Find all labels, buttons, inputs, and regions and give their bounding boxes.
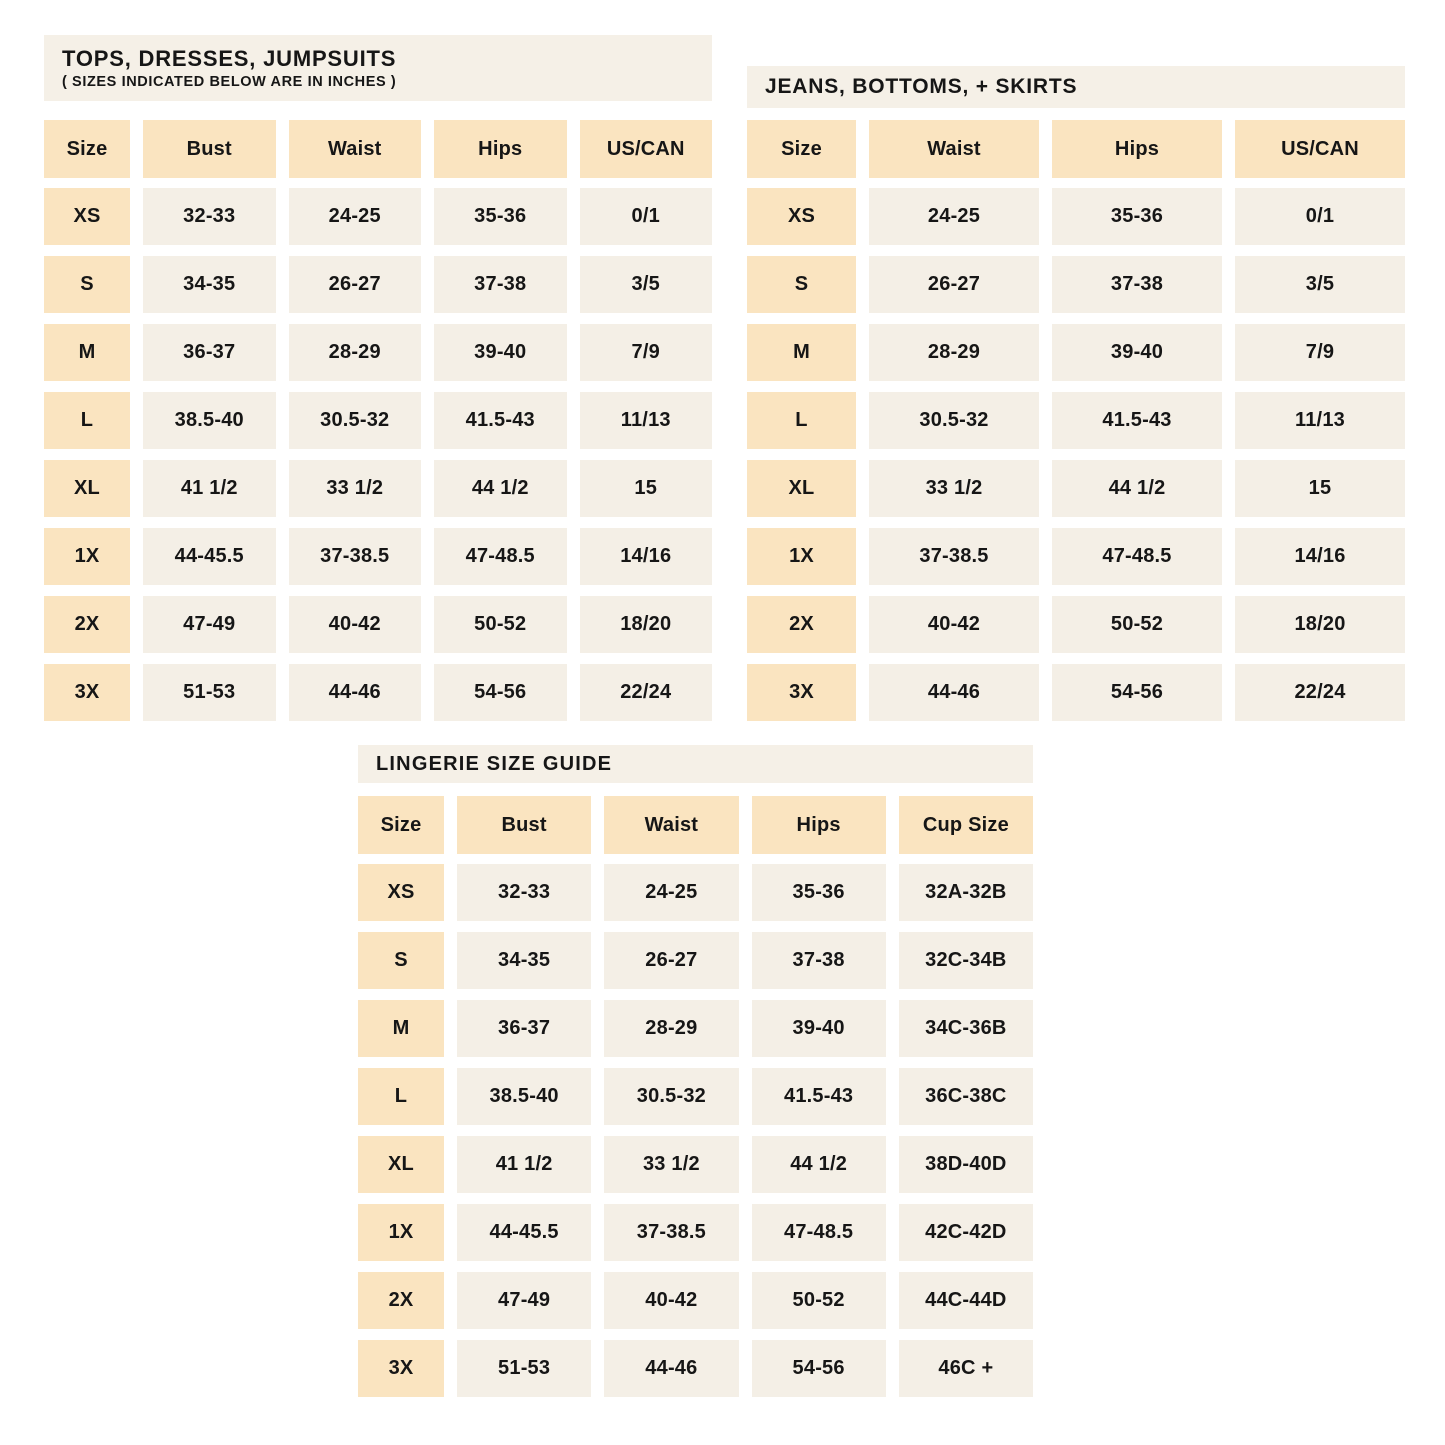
column-header-cup-size: Cup Size: [899, 796, 1033, 854]
size-label-cell-xl: XL: [358, 1136, 444, 1193]
measurement-cell: 32A-32B: [899, 864, 1033, 921]
lingerie-size-table: [358, 796, 1033, 1397]
measurement-cell: 0/1: [1235, 188, 1405, 245]
measurement-cell: 38D-40D: [899, 1136, 1033, 1193]
size-label-cell-1x: 1X: [747, 528, 856, 585]
size-label-cell-xs: XS: [44, 188, 130, 245]
tops-title-band: [44, 35, 712, 101]
measurement-cell: 39-40: [1052, 324, 1222, 381]
measurement-cell: 33 1/2: [604, 1136, 738, 1193]
measurement-cell: 15: [1235, 460, 1405, 517]
measurement-cell: 47-48.5: [752, 1204, 886, 1261]
measurement-cell: 30.5-32: [604, 1068, 738, 1125]
size-label-cell-s: S: [747, 256, 856, 313]
size-label-cell-1x: 1X: [44, 528, 130, 585]
measurement-cell: 11/13: [580, 392, 713, 449]
column-header-hips: Hips: [1052, 120, 1222, 178]
measurement-cell: 47-49: [457, 1272, 591, 1329]
measurement-cell: 41.5-43: [434, 392, 567, 449]
measurement-cell: 32-33: [143, 188, 276, 245]
measurement-cell: 34C-36B: [899, 1000, 1033, 1057]
column-header-us-can: US/CAN: [1235, 120, 1405, 178]
measurement-cell: 3/5: [580, 256, 713, 313]
measurement-cell: 47-48.5: [434, 528, 567, 585]
measurement-cell: 37-38: [1052, 256, 1222, 313]
measurement-cell: 37-38: [434, 256, 567, 313]
size-label-cell-s: S: [44, 256, 130, 313]
measurement-cell: 40-42: [604, 1272, 738, 1329]
measurement-cell: 11/13: [1235, 392, 1405, 449]
measurement-cell: 38.5-40: [457, 1068, 591, 1125]
measurement-cell: 41 1/2: [143, 460, 276, 517]
measurement-cell: 36-37: [457, 1000, 591, 1057]
bottoms-title: JEANS, BOTTOMS, + SKIRTS: [765, 74, 1078, 98]
measurement-cell: 28-29: [289, 324, 422, 381]
measurement-cell: 34-35: [457, 932, 591, 989]
measurement-cell: 41.5-43: [1052, 392, 1222, 449]
size-label-cell-xl: XL: [44, 460, 130, 517]
measurement-cell: 26-27: [604, 932, 738, 989]
column-header-bust: Bust: [457, 796, 591, 854]
column-header-size: Size: [358, 796, 444, 854]
measurement-cell: 41 1/2: [457, 1136, 591, 1193]
column-header-size: Size: [44, 120, 130, 178]
column-header-hips: Hips: [752, 796, 886, 854]
measurement-cell: 50-52: [1052, 596, 1222, 653]
size-label-cell-1x: 1X: [358, 1204, 444, 1261]
measurement-cell: 40-42: [869, 596, 1039, 653]
column-header-size: Size: [747, 120, 856, 178]
bottoms-title-band: [747, 66, 1405, 108]
measurement-cell: 41.5-43: [752, 1068, 886, 1125]
column-header-waist: Waist: [604, 796, 738, 854]
measurement-cell: 28-29: [869, 324, 1039, 381]
measurement-cell: 32C-34B: [899, 932, 1033, 989]
measurement-cell: 44-46: [604, 1340, 738, 1397]
measurement-cell: 26-27: [869, 256, 1039, 313]
size-label-cell-m: M: [358, 1000, 444, 1057]
measurement-cell: 18/20: [580, 596, 713, 653]
measurement-cell: 24-25: [604, 864, 738, 921]
measurement-cell: 42C-42D: [899, 1204, 1033, 1261]
measurement-cell: 44-45.5: [143, 528, 276, 585]
column-header-bust: Bust: [143, 120, 276, 178]
measurement-cell: 50-52: [434, 596, 567, 653]
size-label-cell-2x: 2X: [44, 596, 130, 653]
measurement-cell: 44 1/2: [752, 1136, 886, 1193]
jeans-bottoms-skirts-section: [747, 66, 1405, 721]
measurement-cell: 7/9: [1235, 324, 1405, 381]
column-header-us-can: US/CAN: [580, 120, 713, 178]
measurement-cell: 35-36: [1052, 188, 1222, 245]
measurement-cell: 51-53: [457, 1340, 591, 1397]
measurement-cell: 44-46: [869, 664, 1039, 721]
measurement-cell: 22/24: [580, 664, 713, 721]
size-label-cell-xl: XL: [747, 460, 856, 517]
measurement-cell: 39-40: [434, 324, 567, 381]
measurement-cell: 36C-38C: [899, 1068, 1033, 1125]
measurement-cell: 34-35: [143, 256, 276, 313]
measurement-cell: 24-25: [289, 188, 422, 245]
measurement-cell: 44-46: [289, 664, 422, 721]
size-label-cell-l: L: [747, 392, 856, 449]
lingerie-title-band: [358, 745, 1033, 783]
lingerie-title: LINGERIE SIZE GUIDE: [376, 752, 613, 775]
measurement-cell: 40-42: [289, 596, 422, 653]
size-label-cell-3x: 3X: [358, 1340, 444, 1397]
measurement-cell: 54-56: [752, 1340, 886, 1397]
size-label-cell-2x: 2X: [358, 1272, 444, 1329]
measurement-cell: 7/9: [580, 324, 713, 381]
size-label-cell-3x: 3X: [747, 664, 856, 721]
measurement-cell: 44 1/2: [434, 460, 567, 517]
size-label-cell-xs: XS: [747, 188, 856, 245]
measurement-cell: 14/16: [580, 528, 713, 585]
column-header-hips: Hips: [434, 120, 567, 178]
measurement-cell: 33 1/2: [869, 460, 1039, 517]
measurement-cell: 14/16: [1235, 528, 1405, 585]
measurement-cell: 0/1: [580, 188, 713, 245]
measurement-cell: 33 1/2: [289, 460, 422, 517]
measurement-cell: 54-56: [1052, 664, 1222, 721]
measurement-cell: 22/24: [1235, 664, 1405, 721]
column-header-waist: Waist: [289, 120, 422, 178]
measurement-cell: 50-52: [752, 1272, 886, 1329]
size-label-cell-xs: XS: [358, 864, 444, 921]
measurement-cell: 35-36: [752, 864, 886, 921]
measurement-cell: 37-38.5: [289, 528, 422, 585]
bottoms-size-table: [747, 120, 1405, 721]
measurement-cell: 30.5-32: [289, 392, 422, 449]
size-label-cell-m: M: [44, 324, 130, 381]
measurement-cell: 26-27: [289, 256, 422, 313]
measurement-cell: 35-36: [434, 188, 567, 245]
size-label-cell-l: L: [44, 392, 130, 449]
measurement-cell: 28-29: [604, 1000, 738, 1057]
measurement-cell: 30.5-32: [869, 392, 1039, 449]
measurement-cell: 46C +: [899, 1340, 1033, 1397]
tops-subtitle: ( SIZES INDICATED BELOW ARE IN INCHES ): [62, 73, 397, 90]
lingerie-size-guide-section: [358, 745, 1033, 1397]
measurement-cell: 44-45.5: [457, 1204, 591, 1261]
measurement-cell: 39-40: [752, 1000, 886, 1057]
measurement-cell: 37-38: [752, 932, 886, 989]
measurement-cell: 37-38.5: [604, 1204, 738, 1261]
measurement-cell: 37-38.5: [869, 528, 1039, 585]
measurement-cell: 24-25: [869, 188, 1039, 245]
measurement-cell: 51-53: [143, 664, 276, 721]
measurement-cell: 32-33: [457, 864, 591, 921]
measurement-cell: 47-49: [143, 596, 276, 653]
measurement-cell: 3/5: [1235, 256, 1405, 313]
measurement-cell: 44 1/2: [1052, 460, 1222, 517]
tops-title: TOPS, DRESSES, JUMPSUITS: [62, 46, 397, 72]
measurement-cell: 15: [580, 460, 713, 517]
size-label-cell-2x: 2X: [747, 596, 856, 653]
tops-size-table: [44, 120, 712, 721]
measurement-cell: 38.5-40: [143, 392, 276, 449]
size-label-cell-s: S: [358, 932, 444, 989]
measurement-cell: 36-37: [143, 324, 276, 381]
measurement-cell: 44C-44D: [899, 1272, 1033, 1329]
measurement-cell: 47-48.5: [1052, 528, 1222, 585]
size-label-cell-l: L: [358, 1068, 444, 1125]
measurement-cell: 54-56: [434, 664, 567, 721]
size-label-cell-3x: 3X: [44, 664, 130, 721]
measurement-cell: 18/20: [1235, 596, 1405, 653]
tops-dresses-jumpsuits-section: [44, 35, 712, 721]
column-header-waist: Waist: [869, 120, 1039, 178]
size-label-cell-m: M: [747, 324, 856, 381]
